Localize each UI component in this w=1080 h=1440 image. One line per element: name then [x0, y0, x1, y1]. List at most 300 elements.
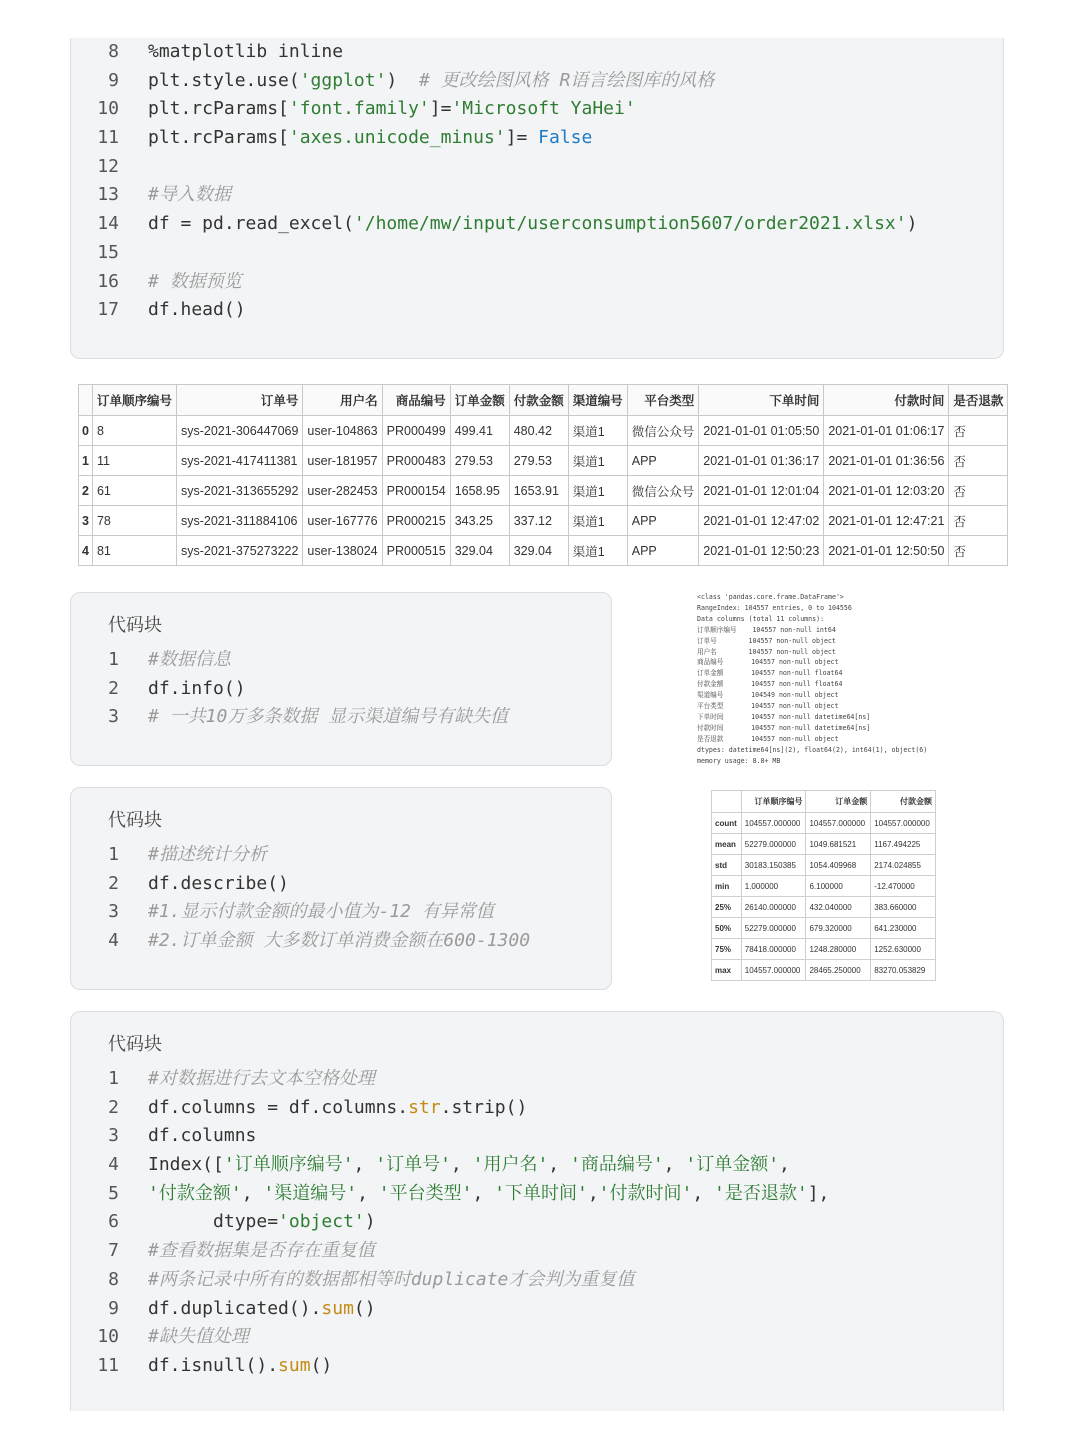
column-header: 付款金额 — [871, 791, 936, 813]
line-number: 2 — [108, 872, 119, 894]
code-token: # 更改绘图风格 R语言绘图库的风格 — [418, 69, 715, 91]
line-number: 4 — [108, 1154, 119, 1176]
row-index: 1 — [79, 446, 93, 476]
info-line: 订单号 104557 non-null object — [697, 636, 836, 645]
table-row — [79, 446, 1008, 476]
table-cell: 432.040000 — [806, 897, 871, 918]
column-header: 商品编号 — [382, 385, 450, 416]
table-cell: sys-2021-417411381 — [176, 446, 302, 476]
table-cell: 329.04 — [509, 536, 568, 566]
table-row — [712, 876, 936, 897]
code-token: #1.显示付款金额的最小值为-12 有异常值 — [148, 901, 494, 923]
table-cell: 2021-01-01 12:03:20 — [824, 476, 949, 506]
code-lines — [71, 841, 611, 956]
table-cell: 1653.91 — [509, 476, 568, 506]
code-token: plt.style.use( — [148, 69, 300, 91]
info-line: dtypes: datetime64[ns](2), float64(2), int64(1), object(6) — [697, 745, 928, 754]
code-token: dtype= — [148, 1211, 279, 1233]
code-line — [71, 296, 1003, 325]
code-token: False — [538, 127, 593, 149]
table-cell: 28465.250000 — [806, 960, 871, 981]
code-token: df = pd.read_excel( — [148, 213, 354, 235]
row-index: 2 — [79, 476, 93, 506]
code-text — [148, 898, 494, 927]
code-text — [148, 675, 246, 704]
code-text — [148, 1323, 249, 1352]
code-line — [71, 675, 611, 704]
code-token: '下单时间' — [494, 1182, 588, 1204]
code-text — [148, 181, 231, 210]
code-token: '付款时间' — [598, 1182, 693, 1204]
table-row — [79, 506, 1008, 536]
table-cell: 否 — [949, 476, 1008, 506]
info-line: 是否退款 104557 non-null object — [697, 734, 839, 743]
line-number: 6 — [108, 1211, 119, 1233]
code-line — [71, 898, 611, 927]
code-text — [148, 927, 530, 956]
table-cell: 383.660000 — [871, 897, 936, 918]
code-token: , — [692, 1182, 715, 1204]
column-header: 是否退款 — [949, 385, 1008, 416]
column-header: 订单金额 — [450, 385, 509, 416]
table-cell: 61 — [92, 476, 176, 506]
table-cell: 81 — [92, 536, 176, 566]
table-row — [712, 918, 936, 939]
table-cell: 2174.024855 — [871, 855, 936, 876]
table-cell: 279.53 — [450, 446, 509, 476]
code-text — [148, 38, 343, 67]
code-text — [148, 268, 242, 297]
code-token: , — [587, 1182, 599, 1204]
code-token: .strip() — [440, 1096, 528, 1118]
code-token: 'Microsoft YaHei' — [451, 98, 636, 120]
code-line — [71, 646, 611, 675]
code-text — [148, 1266, 634, 1295]
table-cell: 渠道1 — [568, 506, 627, 536]
code-token: df.isnull(). — [148, 1354, 279, 1376]
info-line: 订单金额 104557 non-null float64 — [697, 669, 843, 678]
column-header: 订单金额 — [806, 791, 871, 813]
table-cell: PR000215 — [382, 506, 450, 536]
code-token: ) — [364, 1211, 376, 1233]
code-text — [148, 210, 917, 239]
table-cell: 2021-01-01 12:47:21 — [824, 506, 949, 536]
line-number: 5 — [108, 1182, 119, 1204]
code-line — [71, 1295, 1003, 1324]
line-number: 3 — [108, 706, 119, 728]
line-number: 14 — [97, 213, 119, 235]
table-cell: 1049.681521 — [806, 834, 871, 855]
code-token: , — [353, 1154, 376, 1176]
code-line — [71, 268, 1003, 297]
row-index: std — [712, 855, 742, 876]
line-number: 8 — [108, 1268, 119, 1290]
table-cell: 279.53 — [509, 446, 568, 476]
info-line: RangeIndex: 104557 entries, 0 to 104556 — [697, 603, 852, 612]
code-text — [148, 870, 289, 899]
code-line — [71, 703, 611, 732]
code-token: , — [450, 1154, 473, 1176]
code-text — [148, 124, 592, 153]
table-cell: 679.320000 — [806, 918, 871, 939]
column-header: 平台类型 — [627, 385, 699, 416]
table-cell: sys-2021-375273222 — [176, 536, 302, 566]
code-token: #查看数据集是否存在重复值 — [148, 1240, 375, 1262]
code-token: ], — [807, 1182, 830, 1204]
table-cell: user-167776 — [303, 506, 382, 536]
table-cell: 30183.150385 — [741, 855, 806, 876]
code-text — [148, 1208, 376, 1237]
code-text — [148, 1122, 256, 1151]
row-index: mean — [712, 834, 742, 855]
table-cell: 641.230000 — [871, 918, 936, 939]
table-cell: 2021-01-01 01:05:50 — [699, 416, 824, 446]
table-cell: PR000154 — [382, 476, 450, 506]
code-text — [148, 1352, 332, 1381]
code-line — [71, 95, 1003, 124]
table-cell: 104557.000000 — [871, 813, 936, 834]
table-cell: 渠道1 — [568, 476, 627, 506]
table-cell: user-181957 — [303, 446, 382, 476]
code-token: , — [663, 1154, 686, 1176]
table-cell: 渠道1 — [568, 536, 627, 566]
table-cell: 渠道1 — [568, 416, 627, 446]
code-token: plt.rcParams[ — [148, 98, 289, 120]
table-row — [712, 834, 936, 855]
table-cell: 2021-01-01 01:36:17 — [699, 446, 824, 476]
code-token: () — [353, 1297, 376, 1319]
code-token: '渠道编号' — [263, 1182, 358, 1204]
table-cell: 78 — [92, 506, 176, 536]
code-token: df.info() — [148, 677, 246, 699]
code-token: #对数据进行去文本空格处理 — [148, 1068, 375, 1089]
table-cell: 1248.280000 — [806, 939, 871, 960]
code-token: df.head() — [148, 299, 246, 321]
table-cell: APP — [627, 536, 699, 566]
line-number: 11 — [97, 127, 119, 149]
table-row — [79, 416, 1008, 446]
table-row — [79, 476, 1008, 506]
code-token: # 一共10万多条数据 显示渠道编号有缺失值 — [148, 706, 509, 728]
info-line: 用户名 104557 non-null object — [697, 647, 836, 656]
code-block-title: 代码块 — [108, 1034, 162, 1054]
table-cell: 1252.630000 — [871, 939, 936, 960]
table-cell: sys-2021-311884106 — [176, 506, 302, 536]
line-number: 1 — [108, 1068, 119, 1089]
code-token: #2.订单金额 大多数订单消费金额在600-1300 — [148, 930, 531, 952]
table-cell: user-282453 — [303, 476, 382, 506]
code-token: %matplotlib inline — [148, 41, 344, 62]
code-token: ]= — [505, 127, 539, 149]
line-number: 9 — [108, 1297, 119, 1319]
code-token: df.columns — [148, 1125, 257, 1147]
info-line: Data columns (total 11 columns): — [697, 614, 825, 623]
code-line — [71, 1266, 1003, 1295]
code-text — [148, 1180, 829, 1209]
table-cell: 2021-01-01 01:36:56 — [824, 446, 949, 476]
code-token: , — [357, 1182, 379, 1204]
code-line — [71, 210, 1003, 239]
table-cell: 2021-01-01 12:50:50 — [824, 536, 949, 566]
line-number: 9 — [108, 69, 119, 91]
code-token: # 数据预览 — [148, 270, 242, 292]
code-token: '用户名' — [472, 1154, 549, 1176]
code-block-describe — [70, 787, 612, 990]
row-index: count — [712, 813, 742, 834]
code-token: '/home/mw/input/userconsumption5607/order2021.xlsx' — [353, 213, 907, 235]
code-token: '是否退款' — [714, 1182, 808, 1204]
code-line — [71, 1237, 1003, 1266]
code-text — [148, 1094, 527, 1123]
code-line — [71, 67, 1003, 96]
info-output — [697, 592, 927, 767]
code-text — [148, 1065, 375, 1094]
code-token: , — [548, 1154, 570, 1176]
table-cell: 否 — [949, 446, 1008, 476]
code-line — [71, 1094, 1003, 1123]
code-token: '订单号' — [375, 1154, 451, 1176]
row-index: 3 — [79, 506, 93, 536]
code-token: df.duplicated(). — [148, 1297, 322, 1319]
line-number: 13 — [97, 184, 119, 206]
line-number: 10 — [97, 1326, 119, 1348]
column-header: 订单号 — [176, 385, 302, 416]
table-cell: sys-2021-313655292 — [176, 476, 302, 506]
code-token: plt.rcParams[ — [148, 127, 289, 149]
info-line: 付款金额 104557 non-null float64 — [697, 680, 843, 689]
code-lines — [71, 38, 1003, 325]
code-line — [71, 1180, 1003, 1209]
table-row — [712, 939, 936, 960]
row-index: min — [712, 876, 742, 897]
table-row — [712, 960, 936, 981]
head-table-body — [79, 416, 1008, 566]
table-cell: 渠道1 — [568, 446, 627, 476]
line-number: 2 — [108, 677, 119, 699]
table-cell: 2021-01-01 12:47:02 — [699, 506, 824, 536]
row-index: 75% — [712, 939, 742, 960]
describe-table-body — [712, 813, 936, 981]
table-cell: 1054.409968 — [806, 855, 871, 876]
table-cell: 480.42 — [509, 416, 568, 446]
code-token: #缺失值处理 — [148, 1326, 249, 1348]
code-line — [71, 1065, 1003, 1094]
line-number: 1 — [108, 844, 119, 865]
column-header: 订单顺序编号 — [92, 385, 176, 416]
info-line: 平台类型 104557 non-null object — [697, 702, 839, 711]
code-block-cleaning — [70, 1011, 1004, 1411]
table-header-row — [79, 385, 1008, 416]
table-cell: 否 — [949, 416, 1008, 446]
info-line: 下单时间 104557 non-null datetime64[ns] — [697, 712, 871, 721]
table-cell: 337.12 — [509, 506, 568, 536]
code-line — [71, 239, 1003, 268]
code-block-title: 代码块 — [108, 615, 162, 635]
table-cell: 否 — [949, 506, 1008, 536]
code-token: 'ggplot' — [299, 69, 387, 91]
line-number: 15 — [97, 241, 119, 263]
code-token: str — [408, 1096, 441, 1118]
line-number: 1 — [108, 649, 119, 670]
table-cell: PR000515 — [382, 536, 450, 566]
code-line — [71, 870, 611, 899]
code-token: '订单顺序编号' — [223, 1154, 354, 1176]
code-token: #数据信息 — [148, 649, 231, 670]
table-row — [712, 855, 936, 876]
column-header: 付款时间 — [824, 385, 949, 416]
code-token: df.describe() — [148, 872, 289, 894]
table-cell: PR000499 — [382, 416, 450, 446]
code-token: '商品编号' — [569, 1154, 664, 1176]
code-lines — [71, 646, 611, 732]
code-token: sum — [321, 1297, 354, 1319]
table-cell: 1658.95 — [450, 476, 509, 506]
table-cell: sys-2021-306447069 — [176, 416, 302, 446]
table-header-row — [712, 791, 936, 813]
table-cell: 微信公众号 — [627, 476, 699, 506]
code-token: , — [241, 1182, 264, 1204]
table-cell: 1.000000 — [741, 876, 806, 897]
head-output-table — [78, 384, 1008, 566]
row-index: max — [712, 960, 742, 981]
table-cell: PR000483 — [382, 446, 450, 476]
code-line — [71, 153, 1003, 182]
table-cell: 52279.000000 — [741, 834, 806, 855]
info-line: 付款时间 104557 non-null datetime64[ns] — [697, 723, 871, 732]
info-line: memory usage: 8.8+ MB — [697, 756, 781, 765]
column-header: 付款金额 — [509, 385, 568, 416]
code-text — [148, 95, 636, 124]
table-cell: 83270.053829 — [871, 960, 936, 981]
code-token: #导入数据 — [148, 184, 231, 206]
line-number: 16 — [97, 270, 119, 292]
table-cell: 2021-01-01 01:06:17 — [824, 416, 949, 446]
code-token: , — [472, 1182, 495, 1204]
line-number: 8 — [108, 41, 119, 62]
line-number: 12 — [97, 155, 119, 177]
line-number: 3 — [108, 901, 119, 923]
table-row — [712, 897, 936, 918]
table-cell: -12.470000 — [871, 876, 936, 897]
table-cell: 104557.000000 — [741, 813, 806, 834]
table-cell: 6.100000 — [806, 876, 871, 897]
index-header — [79, 385, 93, 416]
table-cell: 8 — [92, 416, 176, 446]
code-line — [71, 38, 1003, 67]
column-header: 订单顺序编号 — [741, 791, 806, 813]
row-index: 50% — [712, 918, 742, 939]
table-cell: user-138024 — [303, 536, 382, 566]
line-number: 2 — [108, 1096, 119, 1118]
line-number: 7 — [108, 1240, 119, 1262]
table-cell: 微信公众号 — [627, 416, 699, 446]
code-text — [148, 841, 267, 870]
code-token: '平台类型' — [378, 1182, 473, 1204]
code-lines — [71, 1065, 1003, 1381]
table-row — [79, 536, 1008, 566]
code-token: Index([ — [148, 1154, 224, 1176]
code-token: 'object' — [278, 1211, 365, 1233]
code-text — [148, 296, 246, 325]
code-block-info — [70, 592, 612, 766]
table-cell: APP — [627, 446, 699, 476]
code-token: #描述统计分析 — [148, 844, 267, 865]
code-line — [71, 1208, 1003, 1237]
code-block-title: 代码块 — [108, 810, 162, 830]
info-line: <class 'pandas.core.frame.DataFrame'> — [697, 593, 844, 601]
code-text — [148, 1295, 376, 1324]
code-token: () — [310, 1354, 333, 1376]
column-header: 渠道编号 — [568, 385, 627, 416]
code-text — [148, 1151, 790, 1180]
info-line: 渠道编号 104549 non-null object — [697, 691, 839, 700]
code-text — [148, 646, 231, 675]
code-line — [71, 927, 611, 956]
code-block-imports — [70, 38, 1004, 359]
table-row — [712, 813, 936, 834]
code-line — [71, 1151, 1003, 1180]
line-number: 11 — [97, 1354, 119, 1376]
column-header: 下单时间 — [699, 385, 824, 416]
table-cell: 343.25 — [450, 506, 509, 536]
line-number: 10 — [97, 98, 119, 120]
code-text — [148, 1237, 375, 1266]
table-cell: 2021-01-01 12:01:04 — [699, 476, 824, 506]
code-text — [148, 703, 508, 732]
line-number: 3 — [108, 1125, 119, 1147]
code-line — [71, 1352, 1003, 1381]
line-number: 4 — [108, 930, 119, 952]
code-token: 'axes.unicode_minus' — [288, 127, 506, 149]
code-token: sum — [278, 1354, 311, 1376]
line-number: 17 — [97, 299, 119, 321]
index-header — [712, 791, 742, 813]
code-line — [71, 124, 1003, 153]
code-token: df.columns = df.columns. — [148, 1096, 409, 1118]
table-cell: 否 — [949, 536, 1008, 566]
code-token: ) — [386, 69, 419, 91]
table-cell: 2021-01-01 12:50:23 — [699, 536, 824, 566]
table-cell: user-104863 — [303, 416, 382, 446]
table-cell: 11 — [92, 446, 176, 476]
code-token: ]= — [429, 98, 452, 120]
code-token: #两条记录中所有的数据都相等时duplicate才会判为重复值 — [148, 1268, 635, 1290]
code-token: '付款金额' — [148, 1182, 242, 1204]
code-line — [71, 1323, 1003, 1352]
code-line — [71, 841, 611, 870]
describe-output-table — [711, 790, 936, 981]
column-header: 用户名 — [303, 385, 382, 416]
code-token: ) — [906, 213, 918, 235]
row-index: 25% — [712, 897, 742, 918]
code-token: 'font.family' — [288, 98, 430, 120]
info-line: 商品编号 104557 non-null object — [697, 658, 839, 667]
table-cell: APP — [627, 506, 699, 536]
table-cell: 26140.000000 — [741, 897, 806, 918]
row-index: 4 — [79, 536, 93, 566]
code-line — [71, 181, 1003, 210]
code-line — [71, 1122, 1003, 1151]
table-cell: 52279.000000 — [741, 918, 806, 939]
code-token: '订单金额' — [685, 1154, 780, 1176]
code-token: , — [779, 1154, 790, 1176]
table-cell: 104557.000000 — [741, 960, 806, 981]
table-cell: 499.41 — [450, 416, 509, 446]
info-line: 订单顺序编号 104557 non-null int64 — [697, 625, 836, 634]
table-cell: 78418.000000 — [741, 939, 806, 960]
table-cell: 329.04 — [450, 536, 509, 566]
code-text — [148, 67, 714, 96]
